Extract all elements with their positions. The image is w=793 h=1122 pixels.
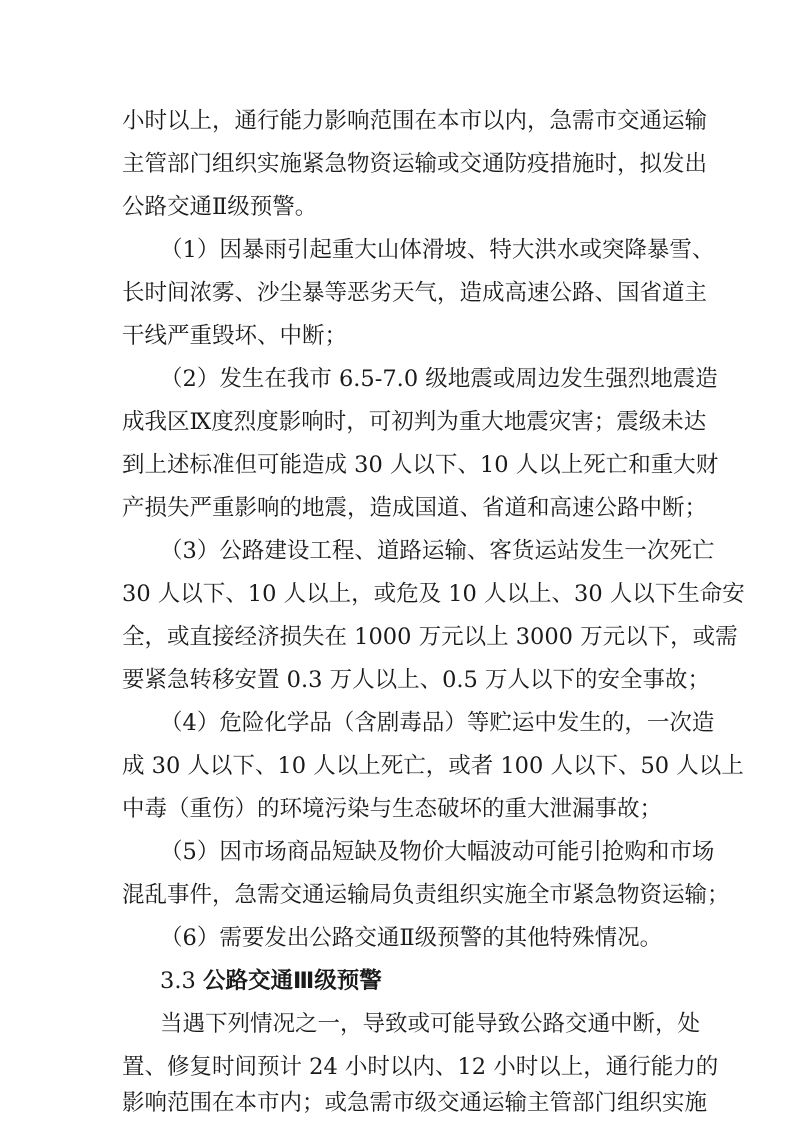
list-item-2-line: 成我区Ⅸ度烈度影响时，可初判为重大地震灾害；震级未达	[122, 409, 707, 435]
paragraph-line: 置、修复时间预计 24 小时以内、12 小时以上，通行能力的	[122, 1054, 719, 1080]
list-item-1-line: （1）因暴雨引起重大山体滑坡、特大洪水或突降暴雪、	[160, 237, 715, 263]
list-item-3-line: 30 人以下、10 人以上，或危及 10 人以上、30 人以下生命安	[122, 581, 745, 607]
paragraph-line: 主管部门组织实施紧急物资运输或交通防疫措施时，拟发出	[122, 151, 708, 177]
section-number: 3.3	[160, 968, 196, 994]
section-title: 公路交通Ⅲ级预警	[202, 968, 382, 994]
paragraph-line: 当遇下列情况之一，导致或可能导致公路交通中断，处	[160, 1011, 701, 1037]
list-item-5-line: （5）因市场商品短缺及物价大幅波动可能引抢购和市场	[160, 839, 715, 865]
list-item-4-line: 成 30 人以下、10 人以上死亡，或者 100 人以下、50 人以上	[122, 753, 744, 779]
paragraph-line: 公路交通Ⅱ级预警。	[122, 194, 318, 220]
list-item-4-line: （4）危险化学品（含剧毒品）等贮运中发生的，一次造	[160, 710, 715, 736]
list-item-2-line: （2）发生在我市 6.5-7.0 级地震或周边发生强烈地震造	[160, 366, 718, 392]
paragraph-line: 影响范围在本市内；或急需市级交通运输主管部门组织实施	[122, 1090, 708, 1116]
list-item-2-line: 到上述标准但可能造成 30 人以下、10 人以上死亡和重大财	[122, 452, 719, 478]
list-item-6-line: （6）需要发出公路交通Ⅱ级预警的其他特殊情况。	[160, 925, 663, 951]
list-item-1-line: 干线严重毁坏、中断；	[122, 323, 348, 349]
list-item-1-line: 长时间浓雾、沙尘暴等恶劣天气，造成高速公路、国省道主	[122, 280, 708, 306]
paragraph-line: 小时以上，通行能力影响范围在本市以内，急需市交通运输	[122, 108, 708, 134]
list-item-2-line: 产损失严重影响的地震，造成国道、省道和高速公路中断；	[122, 495, 708, 521]
list-item-5-line: 混乱事件，急需交通运输局负责组织实施全市紧急物资运输；	[122, 882, 730, 908]
section-heading	[160, 964, 684, 998]
list-item-3-line: 要紧急转移安置 0.3 万人以上、0.5 万人以下的安全事故；	[122, 667, 711, 693]
list-item-3-line: 全，或直接经济损失在 1000 万元以上 3000 万元以下，或需	[122, 624, 738, 650]
list-item-4-line: 中毒（重伤）的环境污染与生态破坏的重大泄漏事故；	[122, 796, 663, 822]
list-item-3-line: （3）公路建设工程、道路运输、客货运站发生一次死亡	[160, 538, 715, 564]
